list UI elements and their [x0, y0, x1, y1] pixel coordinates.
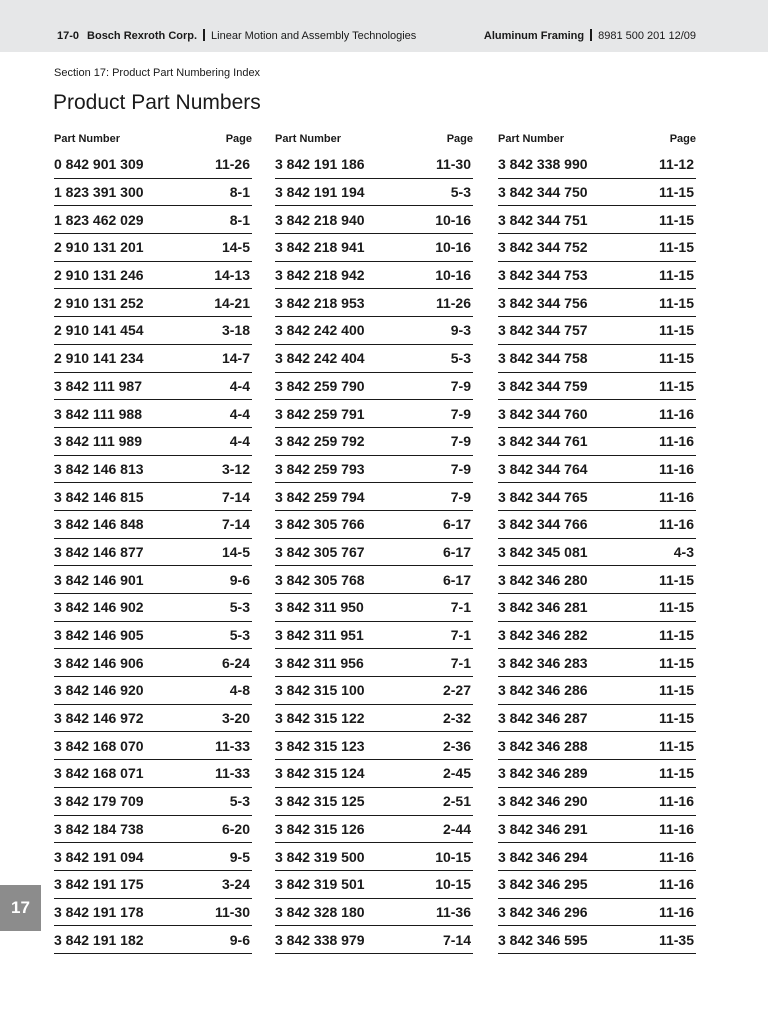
table-row	[275, 843, 473, 871]
table-row	[498, 400, 696, 428]
part-number: 3 842 111 989	[54, 433, 142, 450]
part-number: 3 842 305 768	[275, 571, 365, 588]
table-row	[275, 179, 473, 207]
page-ref: 7-14	[221, 516, 250, 533]
table-row	[54, 622, 252, 650]
part-number: 3 842 319 501	[275, 876, 365, 893]
table-row	[498, 649, 696, 677]
table-row	[54, 788, 252, 816]
page-ref: 2-44	[442, 820, 471, 837]
part-number: 3 842 344 759	[498, 377, 588, 394]
part-number: 3 842 346 283	[498, 654, 588, 671]
part-number: 3 842 346 288	[498, 737, 588, 754]
header-left	[57, 29, 416, 42]
page-ref: 11-15	[658, 571, 694, 588]
part-number: 3 842 111 987	[54, 377, 142, 394]
header-page-number: 17-0	[57, 30, 80, 42]
page-header-label: Page	[669, 133, 696, 145]
part-number: 3 842 346 287	[498, 710, 588, 727]
page-ref: 11-15	[658, 682, 694, 699]
page-ref: 11-15	[658, 294, 694, 311]
page-ref: 11-15	[658, 737, 694, 754]
part-number: 3 842 259 794	[275, 488, 365, 505]
table-row	[498, 151, 696, 179]
part-number: 3 842 218 941	[275, 239, 365, 256]
part-number: 3 842 346 282	[498, 627, 588, 644]
part-number: 2 910 131 252	[54, 294, 144, 311]
part-number: 3 842 191 194	[275, 184, 365, 201]
page-ref: 4-4	[229, 433, 250, 450]
header-separator	[203, 29, 205, 41]
table-row	[498, 428, 696, 456]
part-number: 0 842 901 309	[54, 156, 144, 173]
page-ref: 14-21	[214, 294, 250, 311]
table-row	[498, 843, 696, 871]
part-number: 3 842 344 766	[498, 516, 588, 533]
part-number: 3 842 345 081	[498, 543, 588, 560]
table-row	[54, 871, 252, 899]
table-row	[275, 234, 473, 262]
part-number: 3 842 146 902	[54, 599, 144, 616]
part-number: 3 842 344 758	[498, 350, 588, 367]
page-ref: 10-15	[435, 876, 471, 893]
table-row	[498, 289, 696, 317]
page-ref: 10-16	[435, 267, 471, 284]
page-ref: 2-51	[442, 793, 471, 810]
table-row	[275, 788, 473, 816]
page-ref: 11-30	[214, 903, 250, 920]
table-row	[54, 428, 252, 456]
table-row	[275, 760, 473, 788]
page-ref: 11-15	[658, 377, 694, 394]
table-row	[498, 594, 696, 622]
part-number: 3 842 191 182	[54, 931, 144, 948]
page-ref: 2-36	[442, 737, 471, 754]
table-row	[498, 732, 696, 760]
page-ref: 2-45	[442, 765, 471, 782]
part-number: 3 842 191 094	[54, 848, 144, 865]
part-number: 2 910 141 234	[54, 350, 144, 367]
column-header	[54, 131, 252, 151]
table-row	[54, 649, 252, 677]
part-number: 3 842 184 738	[54, 820, 144, 837]
part-number-header: Part Number	[275, 133, 342, 145]
table-row	[54, 234, 252, 262]
table-row	[275, 649, 473, 677]
table-row	[54, 345, 252, 373]
table-row	[54, 760, 252, 788]
table-row	[275, 926, 473, 954]
table-row	[498, 677, 696, 705]
page-ref: 6-20	[221, 820, 250, 837]
table-row	[54, 926, 252, 954]
page-ref: 11-16	[658, 903, 694, 920]
part-number: 3 842 146 901	[54, 571, 144, 588]
part-number: 3 842 305 766	[275, 516, 365, 533]
table-row	[54, 705, 252, 733]
page-ref: 11-16	[658, 793, 694, 810]
part-number: 3 842 259 792	[275, 433, 365, 450]
page-ref: 11-33	[214, 765, 250, 782]
page-ref: 11-16	[658, 460, 694, 477]
page-ref: 10-15	[435, 848, 471, 865]
part-number: 3 842 346 295	[498, 876, 588, 893]
part-number: 3 842 315 124	[275, 765, 365, 782]
page-ref: 5-3	[229, 627, 250, 644]
table-row	[498, 705, 696, 733]
page-ref: 2-32	[442, 710, 471, 727]
table-row	[498, 206, 696, 234]
part-number: 3 842 315 125	[275, 793, 365, 810]
table-row	[498, 566, 696, 594]
part-number: 2 910 141 454	[54, 322, 144, 339]
table-row	[54, 483, 252, 511]
table-row	[498, 179, 696, 207]
table-row	[275, 566, 473, 594]
page-ref: 6-17	[442, 516, 471, 533]
page-ref: 11-16	[658, 848, 694, 865]
part-number: 3 842 218 940	[275, 211, 365, 228]
header-product: Aluminum Framing	[483, 30, 585, 42]
table-row	[498, 456, 696, 484]
page-ref: 5-3	[229, 599, 250, 616]
page-ref: 8-1	[229, 211, 250, 228]
header-company: Bosch Rexroth Corp.	[87, 30, 198, 42]
page-ref: 9-5	[229, 848, 250, 865]
page-ref: 4-3	[673, 543, 694, 560]
part-number: 3 842 311 956	[275, 654, 364, 671]
part-number: 3 842 218 942	[275, 267, 365, 284]
table-row	[54, 843, 252, 871]
part-number: 3 842 146 905	[54, 627, 144, 644]
part-number: 3 842 111 988	[54, 405, 142, 422]
table-row	[275, 317, 473, 345]
page-ref: 7-9	[450, 433, 471, 450]
page-ref: 5-3	[450, 184, 471, 201]
part-number: 3 842 338 979	[275, 931, 365, 948]
table-row	[54, 289, 252, 317]
part-number: 3 842 259 791	[275, 405, 365, 422]
part-number: 3 842 191 186	[275, 156, 365, 173]
header-doc-number: 8981 500 201 12/09	[598, 30, 696, 42]
page-ref: 11-16	[658, 488, 694, 505]
part-number: 3 842 346 294	[498, 848, 588, 865]
page-ref: 11-26	[214, 156, 250, 173]
table-row	[498, 622, 696, 650]
part-number: 3 842 346 286	[498, 682, 588, 699]
table-row	[54, 899, 252, 927]
header-right	[484, 29, 696, 42]
page-ref: 7-9	[450, 405, 471, 422]
table-row	[54, 400, 252, 428]
part-number: 3 842 146 972	[54, 710, 144, 727]
table-row	[275, 705, 473, 733]
table-row	[498, 262, 696, 290]
page-ref: 14-5	[221, 239, 250, 256]
page-ref: 6-24	[221, 654, 250, 671]
table-row	[275, 345, 473, 373]
part-number: 3 842 344 751	[498, 211, 588, 228]
page-ref: 2-27	[442, 682, 471, 699]
page-ref: 11-15	[658, 599, 694, 616]
page-ref: 11-16	[658, 405, 694, 422]
part-number: 3 842 146 815	[54, 488, 144, 505]
page-ref: 11-33	[214, 737, 250, 754]
part-number: 3 842 305 767	[275, 543, 365, 560]
page-ref: 11-15	[658, 627, 694, 644]
section-label: Section 17: Product Part Numbering Index	[54, 67, 261, 79]
part-number: 3 842 168 071	[54, 765, 144, 782]
table-row	[54, 594, 252, 622]
table-row	[54, 677, 252, 705]
table-row	[498, 483, 696, 511]
table-row	[498, 317, 696, 345]
table-row	[54, 566, 252, 594]
page-ref: 9-6	[229, 571, 250, 588]
page-ref: 7-1	[450, 654, 471, 671]
table-row	[54, 206, 252, 234]
table-row	[54, 262, 252, 290]
page-ref: 14-5	[221, 543, 250, 560]
page-ref: 3-24	[221, 876, 250, 893]
page-header-label: Page	[446, 133, 473, 145]
page-ref: 9-3	[450, 322, 471, 339]
part-number: 3 842 344 756	[498, 294, 588, 311]
table-row	[54, 317, 252, 345]
part-number: 3 842 315 122	[275, 710, 365, 727]
table-row	[275, 483, 473, 511]
part-number: 3 842 191 175	[54, 876, 144, 893]
table-row	[54, 151, 252, 179]
part-number: 2 910 131 246	[54, 267, 144, 284]
part-number: 3 842 344 765	[498, 488, 588, 505]
table-row	[498, 816, 696, 844]
page-ref: 10-16	[435, 239, 471, 256]
part-number: 3 842 146 920	[54, 682, 144, 699]
page-ref: 3-18	[221, 322, 250, 339]
page-ref: 11-35	[658, 931, 694, 948]
part-number: 3 842 191 178	[54, 903, 144, 920]
part-number: 3 842 346 281	[498, 599, 588, 616]
page-ref: 11-16	[658, 876, 694, 893]
page-ref: 7-14	[221, 488, 250, 505]
part-number: 3 842 218 953	[275, 294, 365, 311]
page-ref: 11-15	[658, 267, 694, 284]
part-number: 3 842 315 123	[275, 737, 365, 754]
table-row	[54, 373, 252, 401]
part-number-header: Part Number	[54, 133, 121, 145]
section-tab: 17	[0, 885, 41, 931]
part-number: 3 842 146 813	[54, 460, 144, 477]
page-ref: 11-15	[658, 211, 694, 228]
page-ref: 7-1	[450, 627, 471, 644]
table-row	[275, 262, 473, 290]
part-number: 3 842 242 404	[275, 350, 365, 367]
page-ref: 7-1	[450, 599, 471, 616]
page-ref: 11-16	[658, 516, 694, 533]
part-number: 3 842 242 400	[275, 322, 365, 339]
page-title: Product Part Numbers	[53, 91, 261, 114]
page-header-label: Page	[225, 133, 252, 145]
page-ref: 4-4	[229, 377, 250, 394]
part-number: 3 842 346 291	[498, 820, 588, 837]
page-ref: 6-17	[442, 543, 471, 560]
table-row	[498, 871, 696, 899]
table-row	[275, 816, 473, 844]
part-number-header: Part Number	[498, 133, 565, 145]
part-number: 3 842 346 595	[498, 931, 588, 948]
page-ref: 11-26	[435, 294, 471, 311]
table-row	[275, 871, 473, 899]
table-row	[275, 511, 473, 539]
part-number: 3 842 346 290	[498, 793, 588, 810]
part-number: 3 842 146 877	[54, 543, 144, 560]
table-row	[275, 456, 473, 484]
part-number: 3 842 328 180	[275, 903, 365, 920]
table-row	[275, 539, 473, 567]
page-ref: 9-6	[229, 931, 250, 948]
table-row	[498, 511, 696, 539]
table-row	[54, 511, 252, 539]
page-ref: 5-3	[450, 350, 471, 367]
page-header	[0, 0, 768, 52]
page-ref: 11-16	[658, 433, 694, 450]
page-ref: 7-14	[442, 931, 471, 948]
part-number: 1 823 391 300	[54, 184, 144, 201]
table-row	[275, 677, 473, 705]
part-number: 3 842 344 764	[498, 460, 588, 477]
page-ref: 11-15	[658, 184, 694, 201]
page-ref: 5-3	[229, 793, 250, 810]
table-row	[498, 234, 696, 262]
part-number: 3 842 319 500	[275, 848, 365, 865]
page-ref: 14-7	[221, 350, 250, 367]
page-ref: 14-13	[214, 267, 250, 284]
table-row	[498, 926, 696, 954]
part-number: 3 842 346 296	[498, 903, 588, 920]
part-number: 3 842 259 793	[275, 460, 365, 477]
part-number: 3 842 179 709	[54, 793, 144, 810]
page-ref: 11-15	[658, 322, 694, 339]
table-row	[54, 179, 252, 207]
page-ref: 7-9	[450, 377, 471, 394]
table-row	[275, 428, 473, 456]
part-number: 3 842 311 950	[275, 599, 364, 616]
page-ref: 11-15	[658, 765, 694, 782]
part-number: 3 842 146 906	[54, 654, 144, 671]
part-number: 3 842 146 848	[54, 516, 144, 533]
table-row	[498, 760, 696, 788]
table-row	[275, 732, 473, 760]
table-row	[498, 899, 696, 927]
part-number: 3 842 346 280	[498, 571, 588, 588]
part-column-1	[54, 131, 252, 954]
part-number: 3 842 344 760	[498, 405, 588, 422]
table-row	[275, 151, 473, 179]
part-number: 3 842 315 126	[275, 820, 365, 837]
table-row	[498, 345, 696, 373]
page-ref: 8-1	[229, 184, 250, 201]
table-row	[498, 539, 696, 567]
page-ref: 11-15	[658, 710, 694, 727]
part-number: 3 842 315 100	[275, 682, 365, 699]
column-header	[275, 131, 473, 151]
page-ref: 7-9	[450, 488, 471, 505]
page-ref: 11-15	[658, 654, 694, 671]
part-number: 3 842 346 289	[498, 765, 588, 782]
header-separator	[590, 29, 592, 41]
part-number: 3 842 344 752	[498, 239, 588, 256]
table-row	[54, 539, 252, 567]
table-row	[275, 622, 473, 650]
table-row	[275, 594, 473, 622]
part-number: 3 842 344 750	[498, 184, 588, 201]
part-number: 3 842 338 990	[498, 156, 588, 173]
table-row	[498, 373, 696, 401]
part-number: 1 823 462 029	[54, 211, 144, 228]
table-row	[54, 732, 252, 760]
part-number: 3 842 259 790	[275, 377, 365, 394]
page-ref: 11-15	[658, 350, 694, 367]
page-ref: 4-4	[229, 405, 250, 422]
page-ref: 7-9	[450, 460, 471, 477]
table-row	[498, 788, 696, 816]
page-ref: 6-17	[442, 571, 471, 588]
page-ref: 3-12	[221, 460, 250, 477]
header-division: Linear Motion and Assembly Technologies	[211, 30, 417, 42]
part-number: 3 842 344 753	[498, 267, 588, 284]
part-number: 3 842 344 757	[498, 322, 588, 339]
part-number: 2 910 131 201	[54, 239, 144, 256]
part-column-2	[275, 131, 473, 954]
page-ref: 3-20	[221, 710, 250, 727]
table-row	[275, 400, 473, 428]
part-number: 3 842 311 951	[275, 627, 364, 644]
page-ref: 4-8	[229, 682, 250, 699]
page-ref: 11-15	[658, 239, 694, 256]
page-ref: 11-12	[658, 156, 694, 173]
table-row	[54, 456, 252, 484]
table-row	[54, 816, 252, 844]
table-row	[275, 899, 473, 927]
part-number: 3 842 168 070	[54, 737, 144, 754]
table-row	[275, 373, 473, 401]
part-column-3	[498, 131, 696, 954]
table-row	[275, 206, 473, 234]
page-ref: 11-36	[435, 903, 471, 920]
table-row	[275, 289, 473, 317]
column-header	[498, 131, 696, 151]
page-ref: 11-30	[435, 156, 471, 173]
page-ref: 11-16	[658, 820, 694, 837]
page-ref: 10-16	[435, 211, 471, 228]
part-number: 3 842 344 761	[498, 433, 588, 450]
